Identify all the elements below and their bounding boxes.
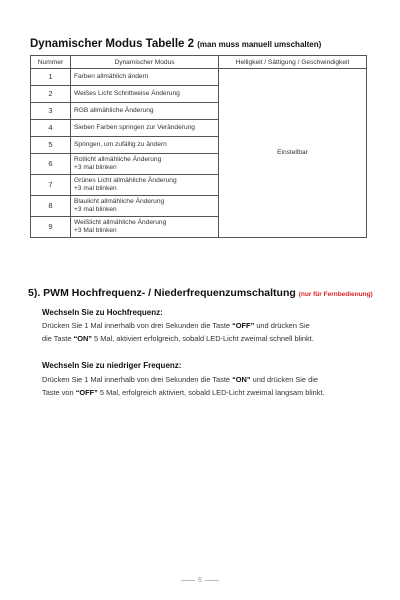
header-mode: Dynamischer Modus [71, 56, 219, 69]
text-span: die Taste [42, 334, 74, 343]
row-mode-line2: +3 mal blinken [74, 206, 117, 213]
table-title [30, 38, 321, 50]
row-number: 2 [31, 86, 71, 103]
high-frequency-heading: Wechseln Sie zu Hochfrequenz: [42, 308, 163, 317]
row-mode [71, 86, 219, 103]
on-key-label: “ON” [73, 334, 92, 343]
row-mode [71, 217, 219, 238]
text-span: 5 Mal, erfolgreich aktiviert, sobald LED-Licht zweimal langsam blinkt. [97, 388, 325, 397]
text-span: und drücken Sie [254, 321, 310, 330]
row-mode-line1: Sieben Farben springen zur Veränderung [74, 124, 195, 131]
header-number: Nummer [31, 56, 71, 69]
row-mode-line1: Blaulicht allmähliche Änderung [74, 198, 165, 205]
low-line-2 [42, 386, 382, 399]
page-footer [0, 577, 400, 584]
off-key-label: “OFF” [232, 321, 255, 330]
text-span: Drücken Sie 1 Mal innerhalb von drei Sekunden die Taste [42, 321, 233, 330]
pwm-title-text: 5). PWM Hochfrequenz- / Niederfrequenzumschaltung [28, 287, 296, 299]
dynamic-mode-table [30, 55, 367, 238]
row-mode-line1: Weißlicht allmähliche Änderung [74, 219, 167, 226]
row-mode-line1: Springen, um zufällig zu ändern [74, 141, 167, 148]
row-mode-line1: Farben allmählich ändern [74, 73, 149, 80]
low-line-1 [42, 373, 382, 386]
table-header-row [31, 56, 367, 69]
row-number: 6 [31, 154, 71, 175]
row-number: 9 [31, 217, 71, 238]
footer-rule-right [205, 580, 219, 581]
row-mode-line2: +3 Mal blinken [74, 227, 117, 234]
text-span: Taste von [42, 388, 76, 397]
pwm-section-title [28, 287, 373, 299]
high-line-1 [42, 319, 382, 332]
page-number: 6 [198, 577, 202, 584]
row-mode-line1: Rotlicht allmähliche Änderung [74, 156, 162, 163]
off-key-label: “OFF” [75, 388, 98, 397]
row-mode-line2: +3 mal blinken [74, 185, 117, 192]
row-mode [71, 196, 219, 217]
row-number: 3 [31, 103, 71, 120]
header-adjustments: Helligkeit / Sättigung / Geschwindigkeit [219, 56, 367, 69]
low-frequency-instructions [42, 373, 382, 399]
table-title-text: Dynamischer Modus Tabelle 2 [30, 38, 195, 50]
row-mode-line2: +3 mal blinken [74, 164, 117, 171]
row-mode [71, 103, 219, 120]
row-mode-line1: RGB allmähliche Änderung [74, 107, 154, 114]
table-title-note: (man muss manuell umschalten) [197, 40, 322, 49]
pwm-title-note: (nur für Fernbedienung) [298, 291, 373, 298]
table-row [31, 69, 367, 86]
row-mode [71, 154, 219, 175]
low-frequency-heading: Wechseln Sie zu niedriger Frequenz: [42, 361, 182, 370]
row-number: 1 [31, 69, 71, 86]
row-mode [71, 120, 219, 137]
row-mode [71, 175, 219, 196]
row-mode [71, 69, 219, 86]
row-mode [71, 137, 219, 154]
row-number: 7 [31, 175, 71, 196]
text-span: 5 Mal, aktiviert erfolgreich, sobald LED-Licht zweimal schnell blinkt. [91, 334, 314, 343]
row-mode-line1: Grünes Licht allmähliche Änderung [74, 177, 177, 184]
text-span: Drücken Sie 1 Mal innerhalb von drei Sekunden die Taste [42, 375, 233, 384]
adjustable-cell: Einstellbar [219, 69, 367, 238]
text-span: und drücken Sie die [250, 375, 318, 384]
row-number: 4 [31, 120, 71, 137]
row-number: 5 [31, 137, 71, 154]
row-number: 8 [31, 196, 71, 217]
high-line-2 [42, 332, 382, 345]
high-frequency-instructions [42, 319, 382, 345]
on-key-label: “ON” [232, 375, 251, 384]
row-mode-line1: Weißes Licht Schrittweise Änderung [74, 90, 180, 97]
footer-rule-left [181, 580, 195, 581]
